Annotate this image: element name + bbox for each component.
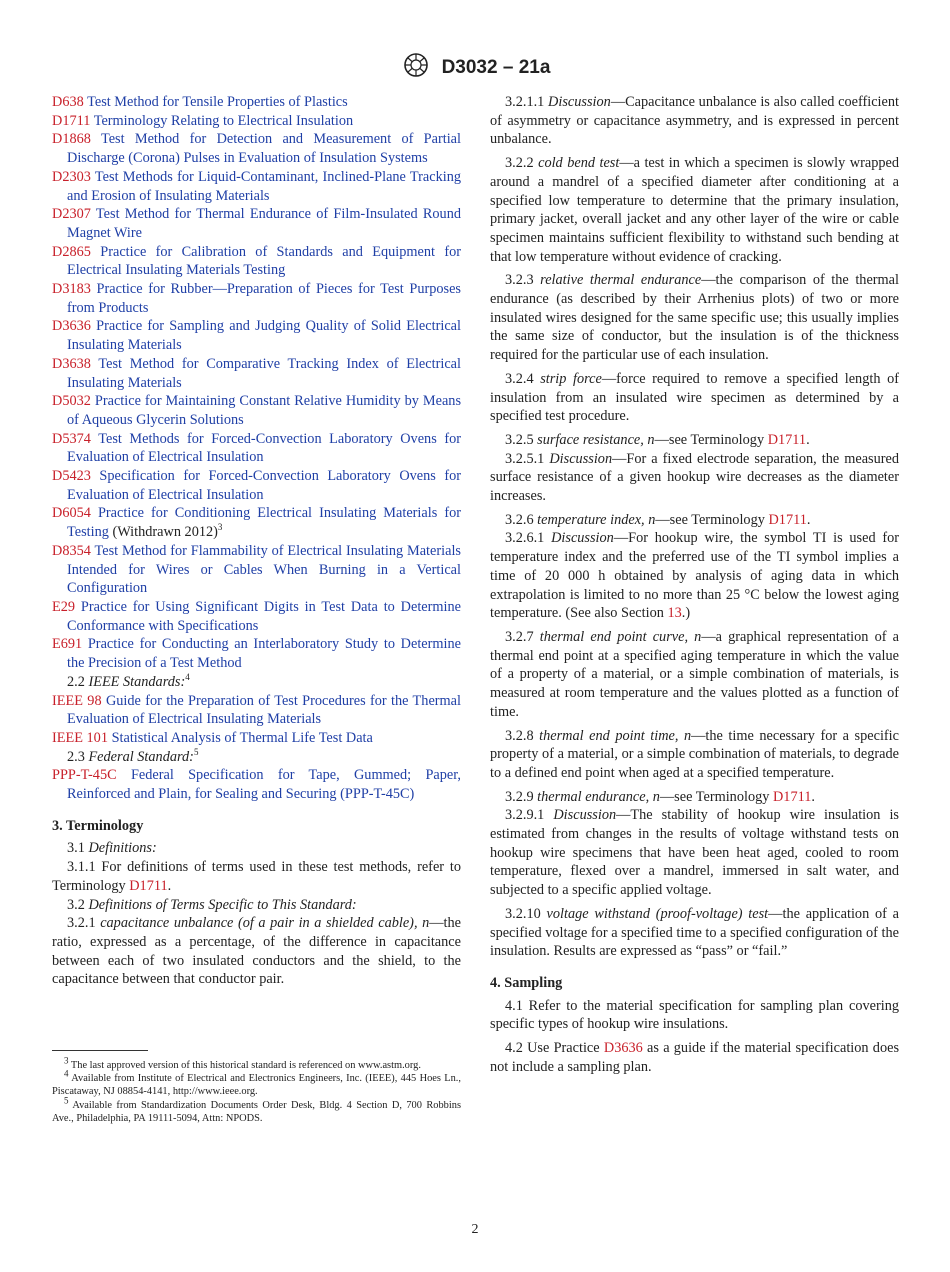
page-header <box>0 52 950 83</box>
reference-title[interactable]: Federal Specification for Tape, Gummed; Paper, Reinforced and Plain, for Sealing and Securing (PPP-T-45C) <box>67 767 461 803</box>
term: voltage withstand (proof-voltage) test <box>546 905 769 922</box>
withdrawn-note: (Withdrawn 2012) <box>112 524 218 541</box>
footnote <box>52 1068 461 1098</box>
para-number: 3.2.7 <box>505 628 534 645</box>
paragraph-3-2-6 <box>490 511 899 530</box>
reference-title[interactable]: Statistical Analysis of Thermal Life Test Data <box>111 729 373 746</box>
reference-code[interactable]: E29 <box>52 598 76 615</box>
paragraph-3-2-9 <box>490 788 899 807</box>
reference-title[interactable]: Test Method for Thermal Endurance of Film-Insulated Round Magnet Wire <box>67 206 461 241</box>
para-text: —see Terminology <box>654 431 765 448</box>
reference-code[interactable]: IEEE 98 <box>52 692 102 709</box>
section-label: Federal Standard: <box>88 748 194 765</box>
para-number: 3.2.4 <box>505 370 534 387</box>
term: cold bend test <box>538 155 620 172</box>
punctuation: . <box>806 431 810 448</box>
footnote-mark: 5 <box>64 1095 69 1106</box>
reference-code[interactable]: D3638 <box>52 355 91 372</box>
reference-title[interactable]: Specification for Forced-Convection Laboratory Ovens for Evaluation of Electrical Insulation <box>67 468 461 503</box>
reference-code[interactable]: D638 <box>52 94 84 110</box>
para-label: Definitions: <box>88 840 157 857</box>
d1711-link[interactable]: D1711 <box>768 511 807 528</box>
para-number: 3.2.5.1 <box>505 450 545 467</box>
para-text: —the comparison of the thermal endurance (as described by their Arrhenius plots) of two or more insulated wires designed for the same specific use; this usually implies the same size of conductor, but the insulation is of the thickness required for the particular use of each insulation. <box>490 272 899 364</box>
footnotes <box>52 1050 461 1125</box>
reference-code[interactable]: D5032 <box>52 393 91 410</box>
reference-item <box>52 93 461 112</box>
reference-title[interactable]: Test Method for Detection and Measurement of Partial Discharge (Corona) Pulses in Evaluation of Insulation Systems <box>67 131 461 167</box>
reference-code[interactable]: D3183 <box>52 281 91 298</box>
footnote <box>52 1055 461 1072</box>
reference-item <box>52 635 461 672</box>
para-label: Definitions of Terms Specific to This Standard: <box>88 896 357 913</box>
discussion-label: Discussion <box>551 530 614 547</box>
footnote-mark: 4 <box>64 1068 69 1079</box>
footnote-text: Available from Institute of Electrical and Electronics Engineers, Inc. (IEEE), 445 Hoes Ln., Piscataway, NJ 08854-4141, http://www.ieee.org. <box>52 1073 461 1098</box>
reference-item <box>52 355 461 392</box>
reference-title[interactable]: Practice for Conditioning Electrical Insulating Materials for Testing <box>67 505 461 541</box>
para-number: 3.2.9.1 <box>505 807 545 824</box>
reference-item <box>52 692 461 729</box>
reference-item <box>52 430 461 467</box>
footnote-mark: 5 <box>193 746 199 757</box>
reference-code[interactable]: D5374 <box>52 430 91 447</box>
para-number: 3.1 <box>67 840 85 857</box>
section-number: 2.3 <box>67 748 85 765</box>
federal-heading <box>52 748 461 767</box>
para-number: 3.2.5 <box>505 431 534 448</box>
footnote-text: Available from Standardization Documents Order Desk, Bldg. 4 Section D, 700 Robbins Ave., Philadelphia, PA 19111-5094, Attn: NPODS. <box>52 1099 462 1124</box>
term: thermal endurance, n <box>537 788 660 805</box>
reference-title[interactable]: Practice for Sampling and Judging Quality of Solid Electrical Insulating Materials <box>67 318 461 354</box>
reference-code[interactable]: E691 <box>52 636 83 653</box>
d1711-link[interactable]: D1711 <box>772 788 812 805</box>
astm-logo-icon <box>400 52 432 83</box>
para-text: —The stability of hookup wire insulation is estimated from changes in the results of voltage withstand tests on hookup wire specimens that have been heat aged, cooled to room temperature, flexed over a mandrel, immersed in salt water, and subjected to a specific applied voltage. <box>490 807 899 899</box>
reference-code[interactable]: D5423 <box>52 468 91 485</box>
paragraph-3-2-5-1 <box>490 450 899 506</box>
paragraph-3-2-8 <box>490 727 899 783</box>
reference-code[interactable]: D2303 <box>52 168 91 185</box>
paragraph-3-2-6-1 <box>490 529 899 623</box>
term: thermal end point curve, n <box>539 628 702 645</box>
reference-code[interactable]: D2865 <box>52 243 91 260</box>
reference-code[interactable]: D1711 <box>52 112 91 129</box>
reference-item <box>52 542 461 598</box>
reference-title[interactable]: Test Method for Comparative Tracking Index of Electrical Insulating Materials <box>67 355 461 391</box>
reference-item <box>52 280 461 317</box>
para-text: as a guide if the material specification does not include a sampling plan. <box>490 1040 900 1075</box>
reference-item <box>52 504 461 541</box>
d1711-link[interactable]: D1711 <box>767 431 807 448</box>
punctuation: .) <box>681 605 691 622</box>
para-text: —a test in which a specimen is slowly wrapped around a mandrel of a specified diameter after conditioning at a specified low temperature to determine that the primary insulation, primary jacket, overall jacket and any other layer of the wire or cable specimen maintains sufficient flexibility to withstand such bending at that low temperature without evidence of cracking. <box>490 155 899 265</box>
para-number: 3.2.1 <box>67 915 96 932</box>
reference-item <box>52 205 461 242</box>
paragraph-3-2-4 <box>490 370 899 426</box>
reference-item <box>52 168 461 205</box>
footnote-mark: 3 <box>217 522 223 533</box>
paragraph-3-1 <box>52 839 461 858</box>
reference-title[interactable]: Practice for Using Significant Digits in Test Data to Determine Conformance with Specifications <box>67 598 462 634</box>
para-number: 3.2.6.1 <box>505 530 545 547</box>
reference-item <box>52 598 461 635</box>
para-text: —a graphical representation of a thermal end point at a specified aging temperature in which the value of a property of a material, or a simple combination of materials, is measured at room temperature and the values plotted as a function of time. <box>490 628 899 720</box>
reference-title[interactable]: Terminology Relating to Electrical Insulation <box>93 112 354 129</box>
section-label: IEEE Standards: <box>88 673 186 690</box>
paragraph-3-2-3 <box>490 271 899 365</box>
reference-item <box>52 729 461 748</box>
term: temperature index, n <box>537 511 656 528</box>
reference-title[interactable]: Practice for Rubber—Preparation of Pieces for Test Purposes from Products <box>67 281 461 316</box>
reference-title[interactable]: Test Method for Flammability of Electrical Insulating Materials Intended for Wires or Cables When Burning in a Vertical Configuration <box>67 542 461 597</box>
paragraph-3-2-5 <box>490 431 899 450</box>
para-text: —Capacitance unbalance is also called coefficient of asymmetry or capacitance asymmetry, and is expressed in percent unbalance. <box>490 94 899 148</box>
paragraph-3-2-2 <box>490 154 899 266</box>
terminology-heading: 3. Terminology <box>52 817 144 834</box>
paragraph-4-2 <box>490 1039 899 1076</box>
para-number: 3.2.6 <box>505 511 534 528</box>
paragraph-3-2-1-1 <box>490 93 899 149</box>
para-text: 4.2 Use Practice <box>505 1040 600 1057</box>
reference-item <box>52 112 461 131</box>
reference-title[interactable]: Test Methods for Liquid-Contaminant, Inclined-Plane Tracking and Erosion of Insulating Materials <box>67 168 461 204</box>
term: relative thermal endurance <box>540 272 702 289</box>
para-number: 3.2 <box>67 896 85 913</box>
reference-item <box>52 130 461 167</box>
ieee-heading <box>52 673 461 692</box>
right-column <box>490 93 899 1076</box>
reference-item <box>52 467 461 504</box>
footnote-mark: 4 <box>185 672 190 683</box>
reference-item <box>52 317 461 354</box>
paragraph-3-1-1 <box>52 858 461 895</box>
para-number: 3.2.9 <box>505 788 534 805</box>
reference-item <box>52 243 461 280</box>
punctuation: . <box>167 877 172 894</box>
reference-title[interactable]: Test Methods for Forced-Convection Laboratory Ovens for Evaluation of Electrical Insulation <box>67 430 461 466</box>
d1711-link[interactable]: D1711 <box>129 877 168 894</box>
reference-title[interactable]: Practice for Conducting an Interlaboratory Study to Determine the Precision of a Test Method <box>67 636 461 672</box>
punctuation: . <box>806 511 811 528</box>
document-id: D3032 – 21a <box>441 56 551 78</box>
discussion-label: Discussion <box>548 94 611 110</box>
para-number: 3.2.10 <box>505 905 541 922</box>
page-number: 2 <box>471 1222 479 1237</box>
left-column <box>52 93 461 989</box>
para-text: —For a fixed electrode separation, the measured surface resistance of a given hookup wire decreases as the diameter increases. <box>490 450 900 505</box>
reference-title[interactable]: Practice for Calibration of Standards and Equipment for Electrical Insulating Materials Testing <box>67 243 461 279</box>
term: surface resistance, n <box>537 431 655 448</box>
paragraph-3-2-9-1 <box>490 806 899 900</box>
paragraph-3-2-10 <box>490 905 899 961</box>
reference-code[interactable]: D6054 <box>52 505 91 522</box>
para-text: —the time necessary for a specific property of a material, or a simple combination of materials, to degrade to a defined end point when aged at a specified temperature. <box>490 727 899 781</box>
reference-code[interactable]: D3636 <box>52 318 91 335</box>
paragraph-3-2-7 <box>490 628 899 722</box>
section-number: 2.2 <box>67 673 85 690</box>
term: strip force <box>540 370 602 387</box>
reference-title[interactable]: Practice for Maintaining Constant Relative Humidity by Means of Aqueous Glycerin Solutions <box>67 393 462 428</box>
discussion-label: Discussion <box>549 450 613 467</box>
paragraph-3-2-1 <box>52 914 461 989</box>
footnote <box>52 1095 462 1125</box>
paragraph-3-2 <box>52 896 461 915</box>
para-number: 3.2.3 <box>505 272 534 289</box>
para-number: 3.2.2 <box>505 155 534 172</box>
reference-code[interactable]: D8354 <box>52 542 91 559</box>
paragraph-4-1: 4.1 Refer to the material specification for sampling plan covering specific types of hookup wire insulations. <box>490 997 899 1033</box>
para-text: —the ratio, expressed as a percentage, of the difference in capacitance between each of two insulated conductors and the shield, to the capacitance between that conductor pair. <box>52 915 462 988</box>
reference-title[interactable]: Test Method for Tensile Properties of Plastics <box>87 94 348 110</box>
term: capacitance unbalance (of a pair in a shielded cable), n <box>100 915 430 932</box>
term: thermal end point time, n <box>539 727 692 744</box>
sampling-heading: 4. Sampling <box>490 974 563 991</box>
para-number: 3.2.1.1 <box>505 94 545 110</box>
para-text: —see Terminology <box>655 511 765 528</box>
para-text: —see Terminology <box>659 788 770 805</box>
reference-title[interactable]: Guide for the Preparation of Test Procedures for the Thermal Evaluation of Electrical Insulating Materials <box>67 692 461 728</box>
reference-code[interactable]: IEEE 101 <box>52 729 108 746</box>
para-text: —the application of a specified voltage for a specified time to a specified configuration of the insulation. Results are expressed as “pass” or “fail.” <box>490 905 899 960</box>
d3636-link[interactable]: D3636 <box>603 1040 643 1057</box>
para-text: —For hookup wire, the symbol TI is used for temperature index and the preferred use of the TI symbol implies a time of 20 000 h obtained by analysis of aging data in which extrapolation is limited to no more than 25 °C below the lowest aging temperature. (See also Section <box>490 530 899 622</box>
reference-item <box>52 766 461 803</box>
reference-code[interactable]: D2307 <box>52 206 91 223</box>
para-text: —force required to remove a specified length of insulation from an insulated wire specimen as determined by a specified test procedure. <box>490 370 899 425</box>
reference-code[interactable]: PPP-T-45C <box>52 767 117 784</box>
para-text: 3.1.1 For definitions of terms used in these test methods, refer to Terminology <box>52 859 461 894</box>
section-13-link[interactable]: 13 <box>667 605 682 622</box>
punctuation: . <box>811 788 815 805</box>
reference-code[interactable]: D1868 <box>52 131 91 148</box>
footnote-divider <box>52 1050 148 1051</box>
para-number: 3.2.8 <box>505 727 534 744</box>
footnote-text: The last approved version of this historical standard is referenced on www.astm.org. <box>70 1060 421 1071</box>
footnote-mark: 3 <box>64 1055 69 1066</box>
discussion-label: Discussion <box>553 807 617 824</box>
reference-item <box>52 392 461 429</box>
